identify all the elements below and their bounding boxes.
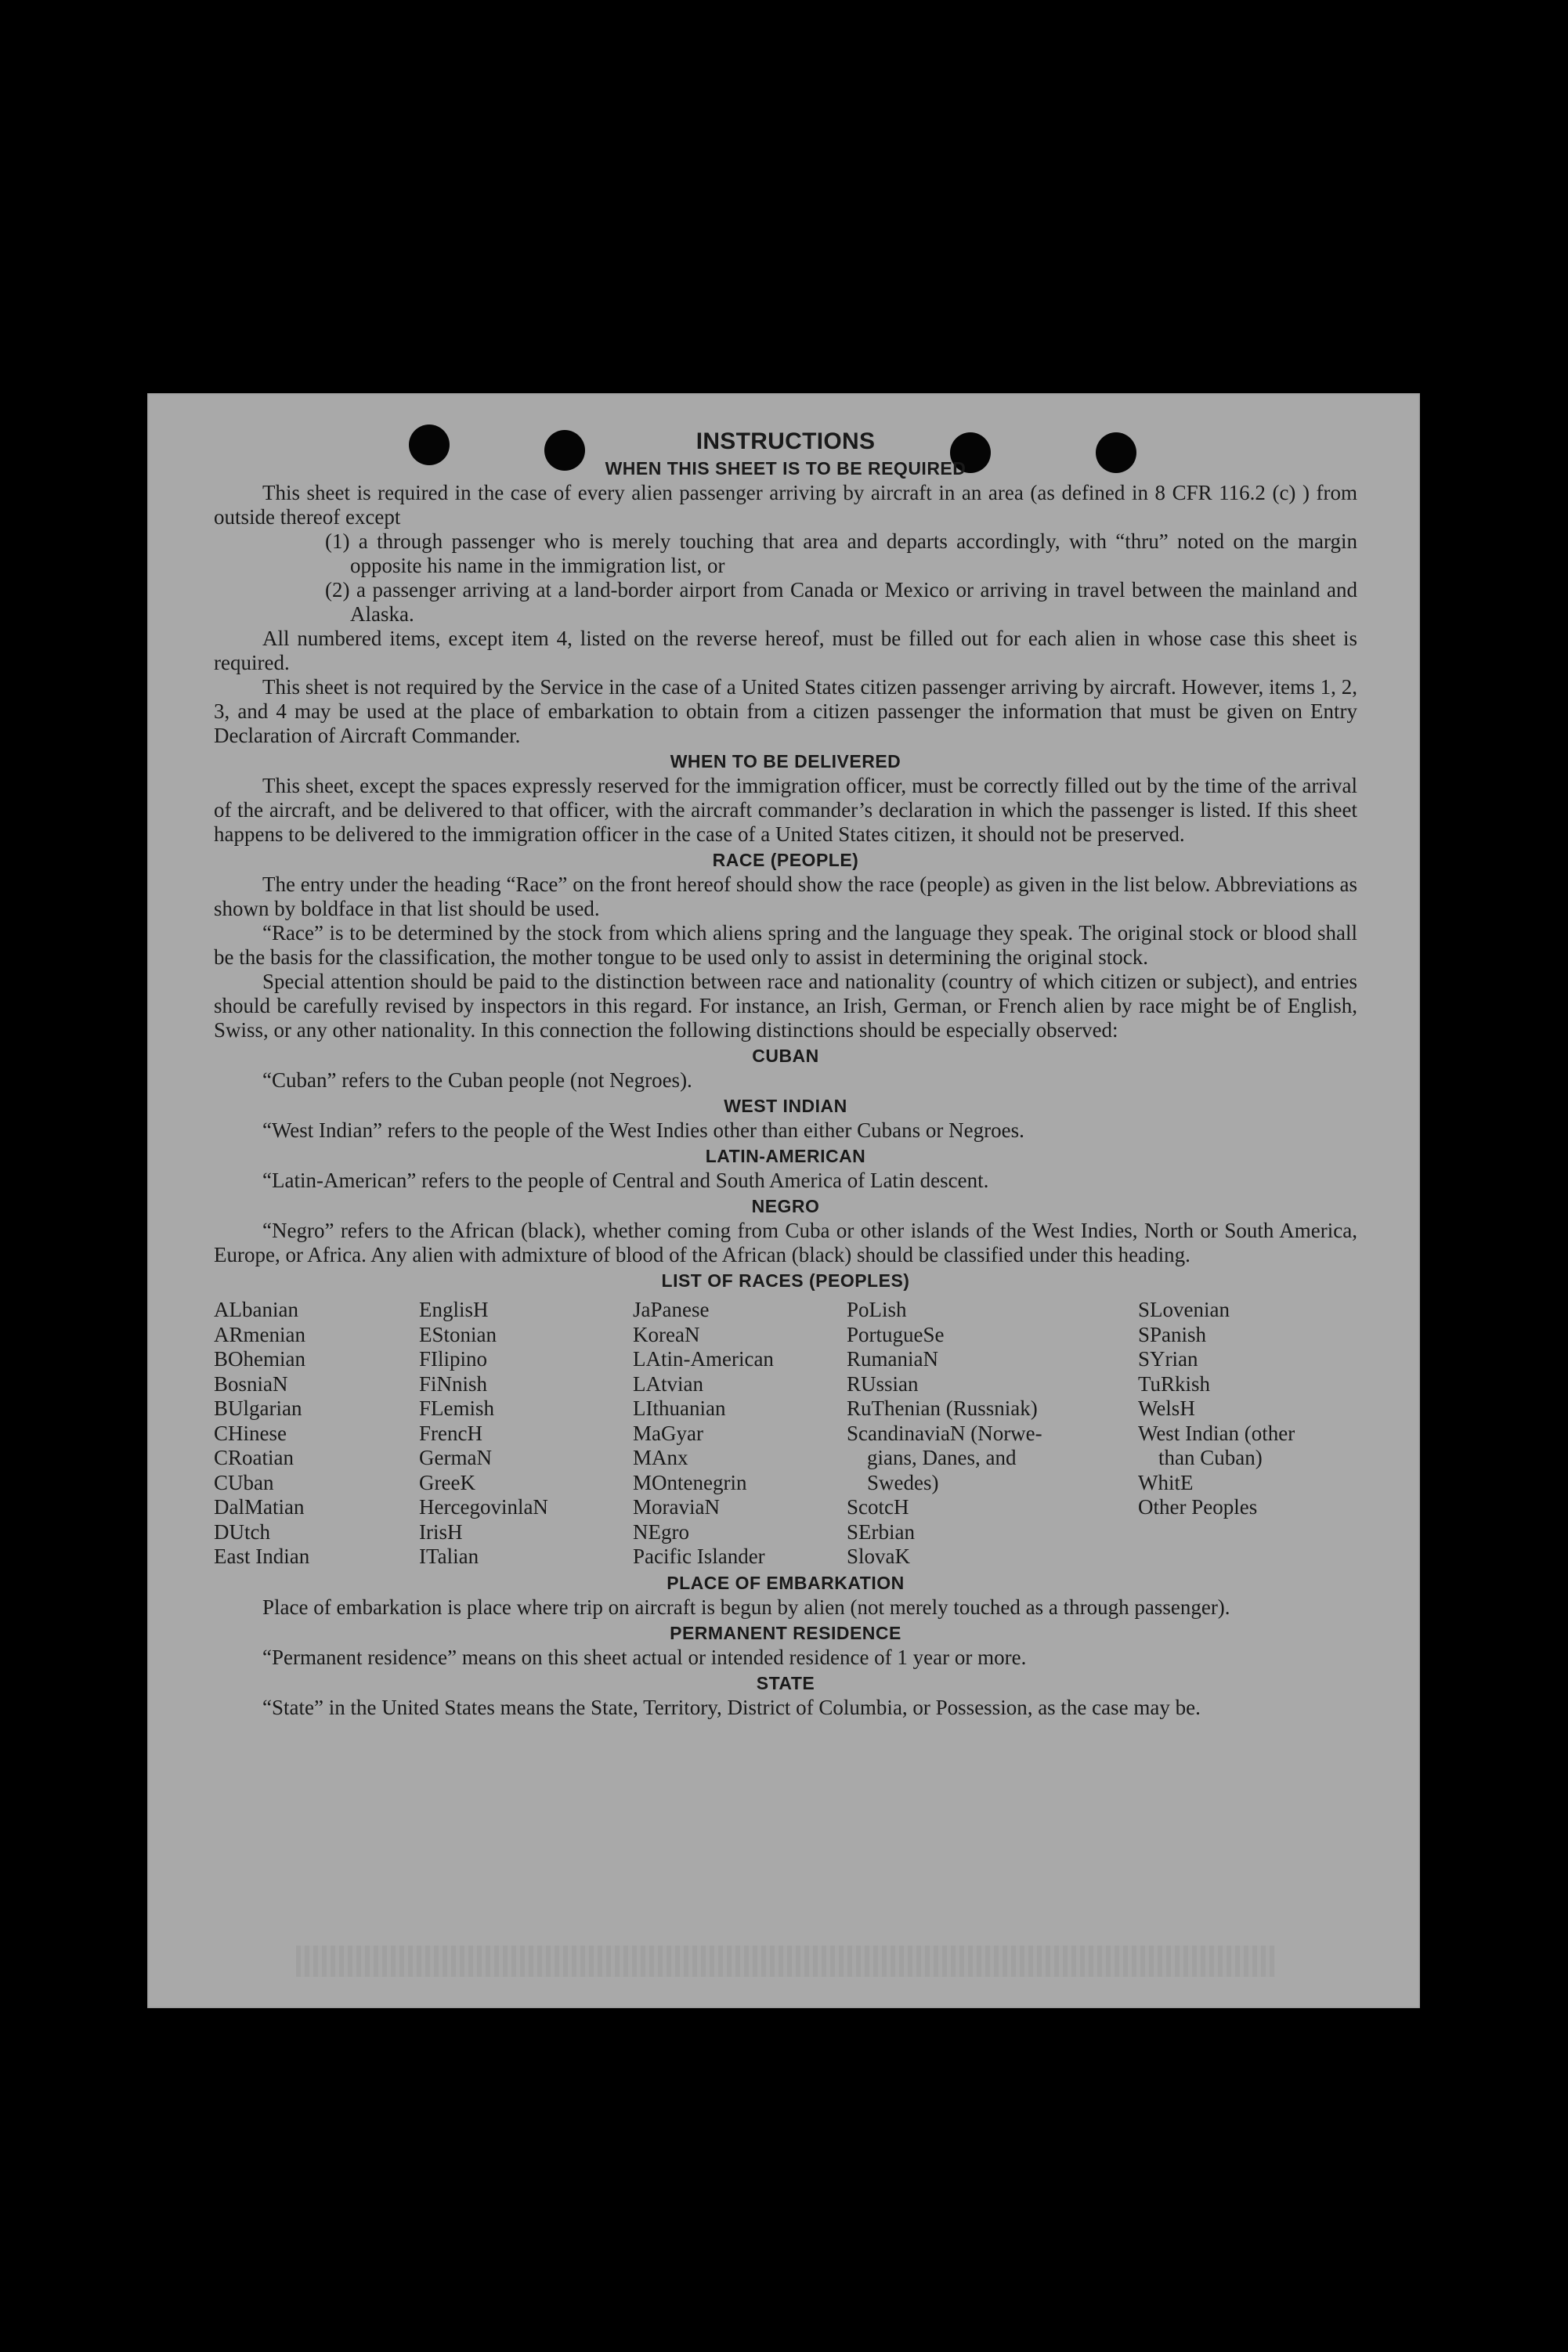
- race-item: EStonian: [419, 1322, 497, 1346]
- exception-item-1: (1) a through passenger who is merely touching that area and departs accordingly, with “thru” noted on the margin opposite his name in the immigration list, or: [325, 529, 1357, 577]
- race-item: ScandinaviaN (Norwe-: [847, 1421, 1042, 1445]
- west-indian-heading: WEST INDIAN: [724, 1096, 847, 1116]
- race-item: BOhemian: [214, 1347, 305, 1371]
- race-item: MOntenegrin: [633, 1470, 747, 1494]
- race-item: FLemish: [419, 1396, 495, 1420]
- race-item: LAtin-American: [633, 1347, 774, 1371]
- exception-item-2: (2) a passenger arriving at a land-border airport from Canada or Mexico or arriving in travel between the mainland and Alaska.: [325, 578, 1357, 626]
- paragraph-delivery: This sheet, except the spaces expressly reserved for the immigration officer, must be correctly filled out by the time of the arrival of the aircraft, and be delivered to that officer, with the aircraft commander’s declaration in which the passenger is listed. If this sheet happens to be delivered to the immigration officer in the case of a United States citizen, it should not be preserved.: [214, 774, 1357, 846]
- race-item: MaGyar: [633, 1421, 703, 1445]
- instructions-title: INSTRUCTIONS: [695, 428, 876, 454]
- paragraph-citizen: This sheet is not required by the Service in the case of a United States citizen passenger arriving by aircraft. However, items 1, 2, 3, and 4 may be used at the place of embarkation to obtain from a citizen passenger the information that must be given on Entry Declaration of Aircraft Commander.: [214, 675, 1357, 747]
- race-item-continued: Swedes): [867, 1470, 939, 1494]
- state-text: “State” in the United States means the State, Territory, District of Columbia, or Possession, as the case may be.: [262, 1695, 1201, 1719]
- race-item: CHinese: [214, 1421, 287, 1445]
- latin-american-text: “Latin-American” refers to the people of Central and South America of Latin descent.: [262, 1169, 989, 1192]
- race-item: ScotcH: [847, 1495, 909, 1519]
- race-item: SlovaK: [847, 1545, 910, 1568]
- race-item: CUban: [214, 1470, 274, 1494]
- race-item: SLovenian: [1138, 1298, 1230, 1321]
- races-column-4: [847, 1298, 1138, 1570]
- state-heading: STATE: [756, 1672, 815, 1693]
- race-item: GreeK: [419, 1470, 475, 1494]
- race-item: NEgro: [633, 1519, 689, 1544]
- race-item: RUssian: [847, 1371, 919, 1396]
- race-item: ARmenian: [214, 1322, 305, 1346]
- race-item: FiNnish: [419, 1371, 488, 1396]
- west-indian-text: “West Indian” refers to the people of the West Indies other than either Cubans or Negroes.: [262, 1118, 1024, 1142]
- race-item: BUlgarian: [214, 1396, 302, 1420]
- race-item: GermaN: [419, 1446, 492, 1469]
- races-column-5: [1138, 1298, 1357, 1570]
- permanent-residence-heading: PERMANENT RESIDENCE: [670, 1622, 901, 1643]
- paragraph-race-entry: The entry under the heading “Race” on the front hereof should show the race (people) as given in the list below. Abbreviations as shown by boldface in that list should be used.: [214, 873, 1357, 920]
- instructions-text: [214, 428, 1357, 1720]
- race-item: PortugueSe: [847, 1322, 945, 1346]
- race-item: PoLish: [847, 1298, 907, 1321]
- race-item: TuRkish: [1138, 1371, 1211, 1396]
- race-item: Pacific Islander: [633, 1545, 765, 1568]
- race-item: LAtvian: [633, 1371, 703, 1396]
- bleed-through-fine-print: [296, 1946, 1275, 1977]
- cuban-heading: CUBAN: [752, 1046, 819, 1066]
- races-column-2: [419, 1298, 633, 1570]
- race-item: DalMatian: [214, 1495, 305, 1519]
- negro-text: “Negro” refers to the African (black), whether coming from Cuba or other islands of the West Indies, North or South America, Europe, or Africa. Any alien with admixture of blood of the African (black) should be classified under this heading.: [214, 1219, 1357, 1266]
- paragraph-numbered-items: All numbered items, except item 4, listed on the reverse hereof, must be filled out for each alien in whose case this sheet is required.: [214, 627, 1357, 674]
- cuban-text: “Cuban” refers to the Cuban people (not Negroes).: [262, 1068, 692, 1092]
- race-item-continued: gians, Danes, and: [867, 1446, 1017, 1469]
- race-item: East Indian: [214, 1545, 310, 1568]
- paragraph-race-definition: “Race” is to be determined by the stock from which aliens spring and the language they speak. The original stock or blood shall be the basis for the classification, the mother tongue to be used only to assist in determining the original stock.: [214, 921, 1357, 969]
- race-item: ALbanian: [214, 1298, 298, 1321]
- race-item: BosniaN: [214, 1371, 288, 1396]
- race-item: MoraviaN: [633, 1495, 720, 1519]
- when-required-heading: WHEN THIS SHEET IS TO BE REQUIRED: [605, 458, 966, 479]
- race-item: MAnx: [633, 1446, 688, 1469]
- race-item: SPanish: [1138, 1322, 1207, 1346]
- race-item: ITalian: [419, 1545, 479, 1568]
- races-list: [214, 1298, 1357, 1570]
- race-item: RumaniaN: [847, 1347, 938, 1371]
- race-item: KoreaN: [633, 1322, 700, 1346]
- permanent-residence-text: “Permanent residence” means on this sheet actual or intended residence of 1 year or more.: [262, 1645, 1027, 1669]
- list-of-races-heading: LIST OF RACES (PEOPLES): [661, 1270, 910, 1291]
- race-item: FIlipino: [419, 1347, 488, 1371]
- race-item: FrencH: [419, 1421, 482, 1445]
- race-item: IrisH: [419, 1519, 463, 1544]
- paragraph-required: This sheet is required in the case of every alien passenger arriving by aircraft in an area (as defined in 8 CFR 116.2 (c) ) from outside thereof except: [214, 481, 1357, 529]
- race-item: DUtch: [214, 1519, 270, 1544]
- when-delivered-heading: WHEN TO BE DELIVERED: [670, 751, 901, 771]
- embarkation-heading: PLACE OF EMBARKATION: [667, 1572, 905, 1593]
- race-item: WhitE: [1138, 1470, 1194, 1494]
- races-column-3: [633, 1298, 847, 1570]
- races-column-1: [214, 1298, 419, 1570]
- paragraph-race-nationality: Special attention should be paid to the distinction between race and nationality (country of which citizen or subject), and entries should be carefully revised by inspectors in this regard. For instance, an Irish, German, or French alien by race might be of English, Swiss, or any other nationality. In this connection the following distinctions should be especially observed:: [214, 970, 1357, 1042]
- race-item: SYrian: [1138, 1347, 1198, 1371]
- race-item: CRoatian: [214, 1446, 294, 1469]
- race-item: EnglisH: [419, 1298, 489, 1321]
- embarkation-text: Place of embarkation is place where trip on aircraft is begun by alien (not merely touched as a through passenger).: [262, 1595, 1230, 1619]
- negro-heading: NEGRO: [751, 1196, 820, 1216]
- race-item: LIthuanian: [633, 1396, 726, 1420]
- race-item: WelsH: [1138, 1396, 1195, 1420]
- race-item: West Indian (other: [1138, 1421, 1295, 1445]
- race-item: JaPanese: [633, 1298, 710, 1321]
- race-item: Other Peoples: [1138, 1495, 1258, 1519]
- race-heading: RACE (PEOPLE): [712, 850, 859, 870]
- race-item-continued: than Cuban): [1158, 1446, 1263, 1469]
- document-sheet: [147, 393, 1420, 2008]
- race-item: HercegovinlaN: [419, 1495, 548, 1519]
- race-item: RuThenian (Russniak): [847, 1396, 1038, 1420]
- latin-american-heading: LATIN-AMERICAN: [705, 1146, 866, 1166]
- race-item: SErbian: [847, 1519, 915, 1544]
